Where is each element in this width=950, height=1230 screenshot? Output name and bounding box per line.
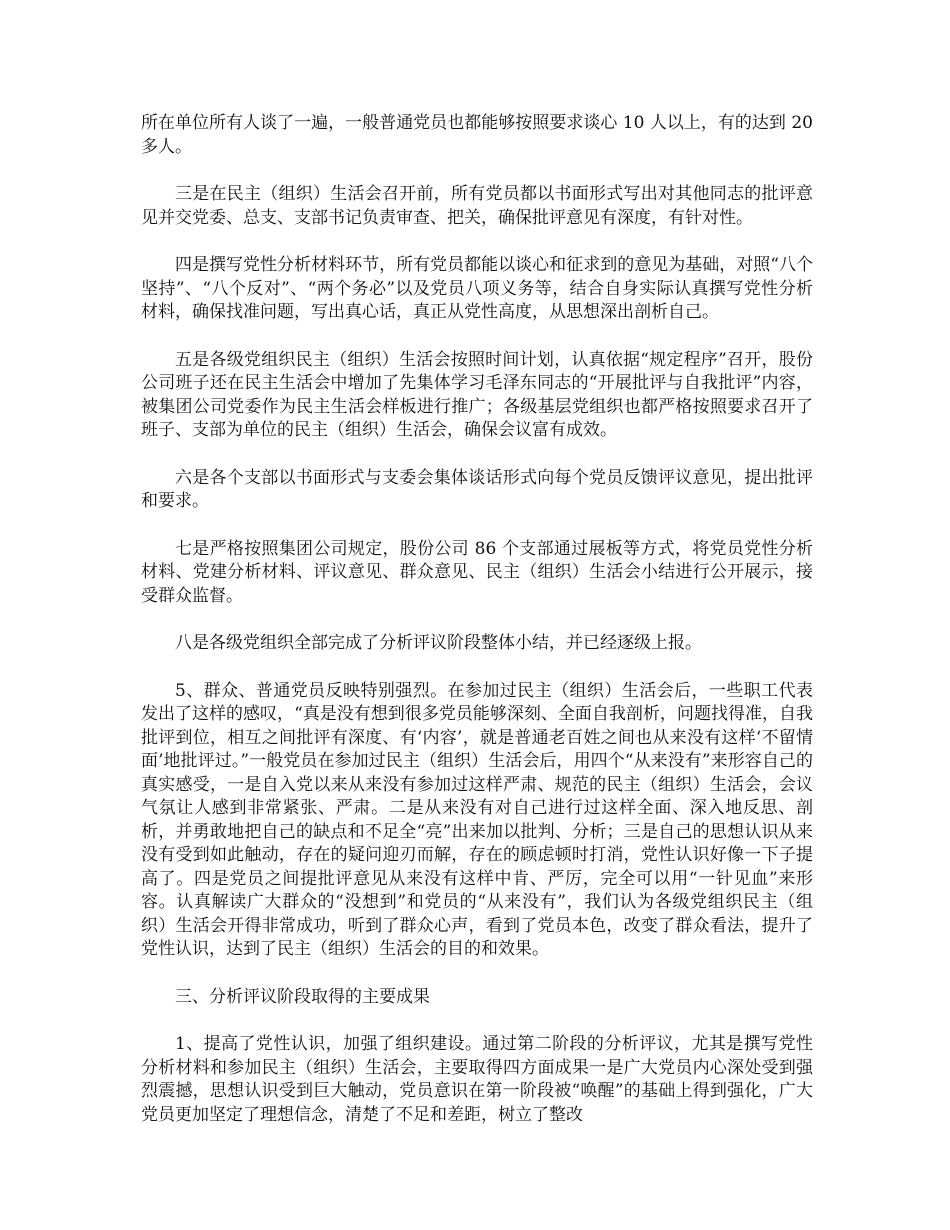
paragraph-10: 1、提高了党性认识，加强了组织建设。通过第二阶段的分析评议，尤其是撰写党性分析材料和参加民主（组织）生活会，主要取得四方面成果一是广大党员内心深处受到强烈震撼，思想认识受到巨大触动，党员意识在第一阶段被“唤醒”的基础上得到强化，广大党员更加坚定了理想信念，清楚了不足和差距，树立了整改	[141, 1034, 813, 1125]
paragraph-1: 所在单位所有人谈了一遍，一般普通党员也都能够按照要求谈心 10 人以上，有的达到 20 多人。	[141, 113, 813, 157]
paragraph-7: 八是各级党组织全部完成了分析评议阶段整体小结，并已经逐级上报。	[175, 633, 702, 653]
paragraph-2: 三是在民主（组织）生活会召开前，所有党员都以书面形式写出对其他同志的批评意见并交党委、总支、支部书记负责审查、把关，确保批评意见有深度，有针对性。	[141, 184, 813, 228]
paragraph-5: 六是各个支部以书面形式与支委会集体谈话形式向每个党员反馈评议意见，提出批评和要求。	[141, 467, 813, 511]
paragraph-8: 5、群众、普通党员反映特别强烈。在参加过民主（组织）生活会后，一些职工代表发出了这样的感叹，“真是没有想到很多党员能够深刻、全面自我剖析，问题找得准，自我批评到位，相互之间批评有深度、有‘内容’，就是普通老百姓之间也从来没有这样‘不留情面’地批评过。”一般党员在参加过民主（组织）生活会后，用四个“从来没有”来形容自己的真实感受，一是自入党以来从来没有参加过这样严肃、规范的民主（组织）生活会，会议气氛让人感到非常紧张、严肃。二是从来没有对自己进行过这样全面、深入地反思、剖析，并勇敢地把自己的缺点和不足全“亮”出来加以批判、分析；三是自己的思想认识从来没有受到如此触动，存在的疑问迎刃而解，存在的顾虑顿时打消，党性认识好像一下子提高了。四是党员之间提批评意见从来没有这样中肯、严厉，完全可以用“一针见血”来形容。认真解读广大群众的“没想到”和党员的“从来没有”，我们认为各级党组织民主（组织）生活会开得非常成功，听到了群众心声，看到了党员本色，改变了群众看法，提升了党性认识，达到了民主（组织）生活会的目的和效果。	[141, 680, 813, 959]
section-heading: 三、分析评议阶段取得的主要成果	[175, 986, 430, 1007]
document-body	[141, 112, 813, 1151]
paragraph-4: 五是各级党组织民主（组织）生活会按照时间计划，认真依据“规定程序”召开，股份公司班子还在民主生活会中增加了先集体学习毛泽东同志的“开展批评与自我批评”内容，被集团公司党委作为民主生活会样板进行推广；各级基层党组织也都严格按照要求召开了班子、支部为单位的民主（组织）生活会，确保会议富有成效。	[141, 349, 813, 440]
paragraph-3: 四是撰写党性分析材料环节，所有党员都能以谈心和征求到的意见为基础，对照“八个坚持”、“八个反对”、“两个务必”以及党员八项义务等，结合自身实际认真撰写党性分析材料，确保找准问题，写出真心话，真正从党性高度，从思想深出剖析自己。	[141, 255, 813, 322]
paragraph-6: 七是严格按照集团公司规定，股份公司 86 个支部通过展板等方式，将党员党性分析材料、党建分析材料、评议意见、群众意见、民主（组织）生活会小结进行公开展示，接受群众监督。	[141, 538, 813, 606]
